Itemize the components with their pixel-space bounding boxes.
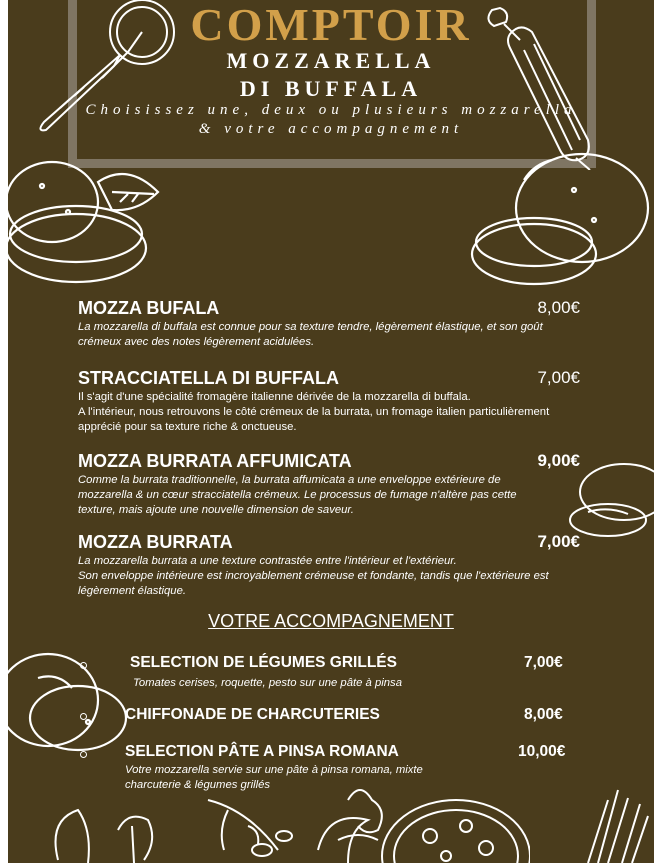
description-line: légèrement élastique.	[78, 585, 187, 597]
menu-item-name: STRACCIATELLA DI BUFFALA	[78, 368, 339, 388]
description-line: mozzarella & un cœur stracciatella crémeux. Le processus de fumage n'altère pas cette	[78, 489, 517, 501]
description-line: Votre mozzarella servie sur une pâte à pinsa romana, mixte	[125, 764, 423, 776]
description-line: La mozzarella di buffala est connue pour sa texture tendre, légèrement élastique, et son goût	[78, 321, 543, 333]
menu-item-price: 7,00€	[537, 368, 580, 387]
description-line: La mozzarella burrata a une texture contrastée entre l'intérieur et l'extérieur.	[78, 555, 457, 567]
menu-item-name: MOZZA BUFALA	[78, 298, 220, 318]
menu-item-name: MOZZA BURRATA	[78, 532, 233, 552]
accompaniment-description: Tomates cerises, roquette, pesto sur une pâte à pinsa	[133, 677, 402, 689]
accompaniment-name: SELECTION DE LÉGUMES GRILLÉS	[130, 654, 397, 671]
menu-item-description	[78, 320, 593, 350]
page-subtitle-line2: DI BUFFALA	[239, 76, 423, 101]
menu-item-price: 7,00€	[537, 532, 580, 551]
accompaniment-name: SELECTION PÂTE A PINSA ROMANA	[125, 743, 399, 760]
description-line: crémeux avec des notes légèrement acidulées.	[78, 336, 315, 348]
mozzarella-ball-illustration	[8, 648, 128, 758]
description-line: charcuterie & légumes grillés	[125, 779, 271, 791]
menu-item-description	[78, 390, 593, 435]
accompaniment-name: CHIFFONADE DE CHARCUTERIES	[125, 706, 380, 723]
page-title: COMPTOIR	[190, 0, 472, 50]
description-line: texture, mais ajoute une nouvelle dimension de saveur.	[78, 504, 354, 516]
page-subtitle-line1: MOZZARELLA	[226, 48, 436, 73]
bullet-icon	[80, 713, 87, 720]
accompaniment-price: 10,00€	[518, 743, 566, 760]
description-line: Son enveloppe intérieure est incroyablement crémeuse et fondante, tandis que l'extérieure est	[78, 570, 549, 582]
menu-page	[8, 0, 654, 863]
bullet-icon	[80, 751, 87, 758]
description-line: apprécié pour sa texture riche & onctueuse.	[78, 421, 297, 433]
menu-item-description	[78, 473, 593, 518]
menu-item-price: 9,00€	[537, 451, 580, 470]
accompaniment-price: 7,00€	[524, 654, 563, 671]
description-line: Il s'agit d'une spécialité fromagère italienne dérivée de la mozzarella di buffala.	[78, 391, 471, 403]
bullet-icon	[80, 662, 87, 669]
tagline-line1: Choisissez une, deux ou plusieurs mozzarella	[85, 102, 577, 118]
description-line: A l'intérieur, nous retrouvons le côté crémeux de la burrata, un fromage italien particulièrement	[78, 406, 550, 418]
section-title-accompaniment: VOTRE ACCOMPAGNEMENT	[208, 611, 454, 631]
menu-item-name: MOZZA BURRATA AFFUMICATA	[78, 451, 352, 471]
pizza-illustration	[380, 786, 530, 863]
description-line: Comme la burrata traditionnelle, la burrata affumicata a une enveloppe extérieure de	[78, 474, 501, 486]
mozzarella-illustration	[8, 152, 178, 292]
menu-item-description	[78, 554, 593, 599]
accompaniment-description	[125, 763, 423, 793]
herbs-illustration	[578, 780, 654, 863]
menu-item-price: 8,00€	[537, 298, 580, 317]
mozzarella-illustration-right	[464, 150, 654, 290]
tagline-line2: & votre accompagnement	[198, 121, 464, 137]
accompaniment-price: 8,00€	[524, 706, 563, 723]
